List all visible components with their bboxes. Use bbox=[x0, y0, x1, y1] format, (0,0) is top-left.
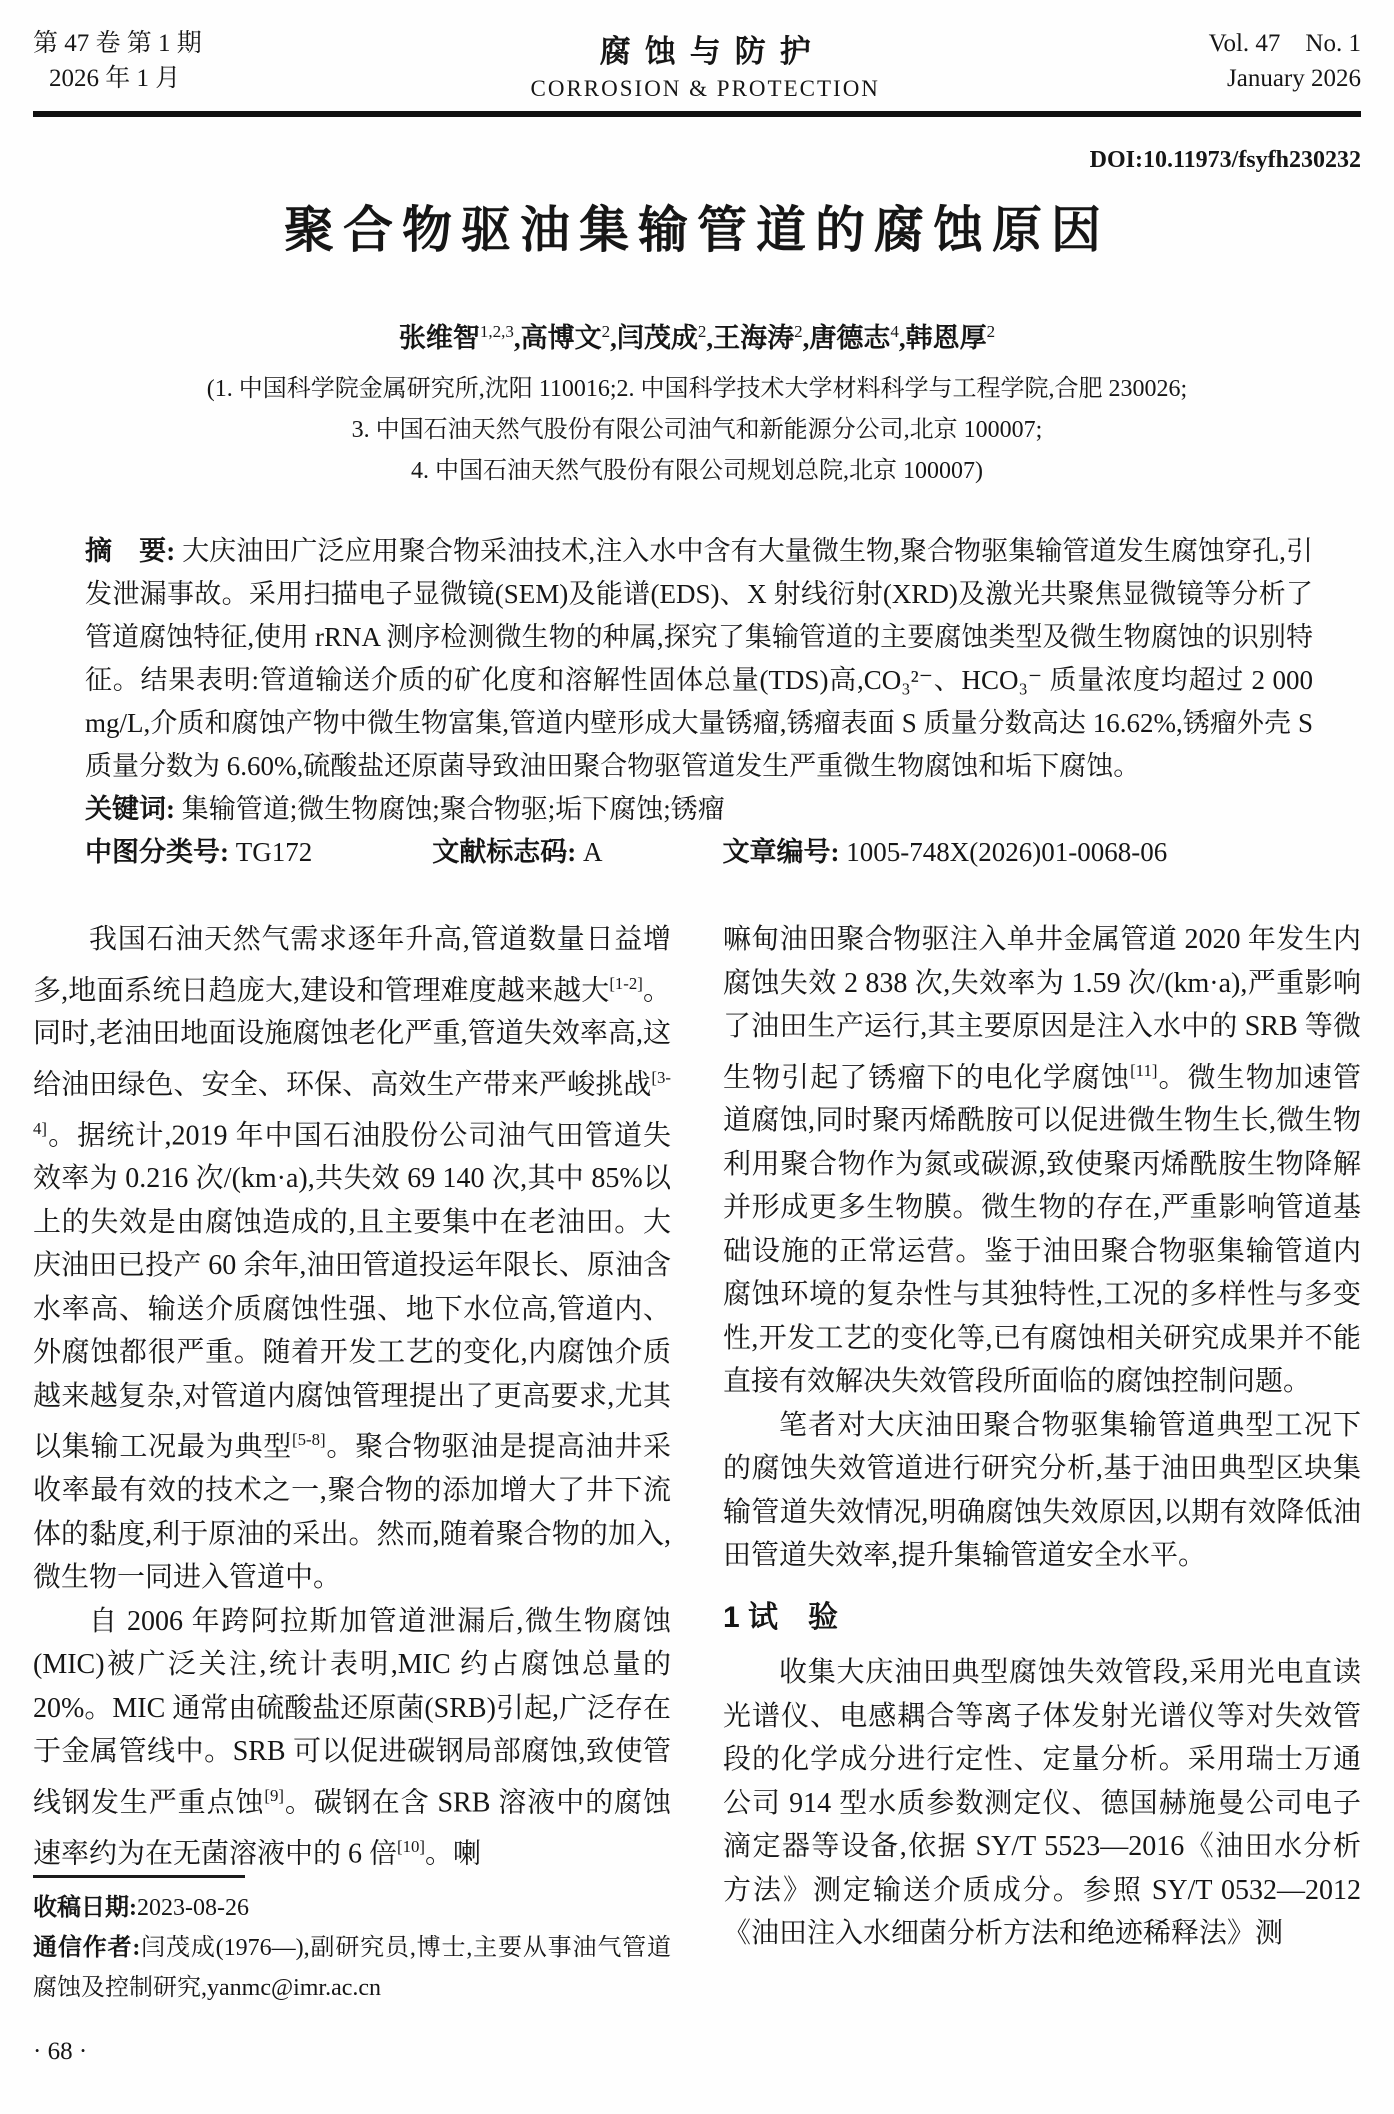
authors-line: 张维智$^{1,2,3}$,高博文$^2$,闫茂成$^2$,王海涛$^2$,唐德志$^4$,韩恩厚$^2$ bbox=[398, 322, 996, 353]
affiliation-line: 4. 中国石油天然气股份有限公司规划总院,北京 100007) bbox=[411, 458, 983, 484]
article-title: 聚合物驱油集输管道的腐蚀原因 bbox=[284, 202, 1110, 258]
corresponding-author-line bbox=[33, 1928, 671, 2008]
issue-info-en bbox=[1209, 26, 1361, 96]
volume-issue-cn: 第 47 卷 第 1 期 bbox=[33, 30, 202, 57]
paragraph: 自 2006 年跨阿拉斯加管道泄漏后,微生物腐蚀(MIC)被广泛关注,统计表明,MIC 约占腐蚀总量的 20%。MIC 通常由硫酸盐还原菌(SRB)引起,广泛存在于金属管线中。SRB 可以促进碳钢局部腐蚀,致使管线钢发生严重点蚀[9]。碳钢在含 SRB 溶液中的腐蚀速率约为在无菌溶液中的 6 倍[10]。喇 bbox=[33, 1605, 671, 1869]
paragraph: 笔者对大庆油田聚合物驱集输管道典型工况下的腐蚀失效管道进行研究分析,基于油田典型区块集输管道失效情况,明确腐蚀失效原因,以期有效降低油田管道失效率,提升集输管道安全水平。 bbox=[723, 1409, 1361, 1572]
affiliation-line: 3. 中国石油天然气股份有限公司油气和新能源分公司,北京 100007; bbox=[351, 417, 1043, 443]
received-date-line bbox=[33, 1888, 671, 1928]
header-rule bbox=[33, 111, 1361, 117]
abstract-block bbox=[85, 530, 1313, 874]
abstract-text: 大庆油田广泛应用聚合物采油技术,注入水中含有大量微生物,聚合物驱集输管道发生腐蚀穿孔,引发泄漏事故。采用扫描电子显微镜(SEM)及能谱(EDS)、X 射线衍射(XRD)及激光共聚焦显微镜等分析了管道腐蚀特征,使用 rRNA 测序检测微生物的种属,探究了集输管道的主要腐蚀类型及微生物腐蚀的识别特征。结果表明:管道输送介质的矿化度和溶解性固体总量(TDS)高,CO₃²⁻、HCO₃⁻ 质量浓度均超过 2 000 mg/L,介质和腐蚀产物中微生物富集,管道内壁形成大量锈瘤,锈瘤表面 S 质量分数高达 16.62%,锈瘤外壳 S 质量分数为 6.60%,硫酸盐还原菌导致油田聚合物驱管道发生严重微生物腐蚀和垢下腐蚀。 bbox=[85, 536, 1314, 781]
keywords-label: 关键词: bbox=[85, 794, 182, 824]
journal-title-block bbox=[202, 26, 1209, 102]
document-code bbox=[432, 831, 602, 874]
document-code-label: 文献标志码: bbox=[432, 837, 583, 867]
right-column bbox=[723, 918, 1361, 2050]
abstract-label: 摘 要: bbox=[85, 536, 183, 566]
left-column bbox=[33, 918, 671, 2066]
issue-date-cn: 2026 年 1 月 bbox=[49, 65, 181, 92]
journal-title-en: CORROSION & PROTECTION bbox=[530, 76, 880, 101]
affiliation-line: (1. 中国科学院金属研究所,沈阳 110016;2. 中国科学技术大学材料科学与工程学院,合肥 230026; bbox=[206, 376, 1188, 402]
paragraph: 我国石油天然气需求逐年升高,管道数量日益增多,地面系统日趋庞大,建设和管理难度越来越大[1-2]。同时,老油田地面设施腐蚀老化严重,管道失效率高,这给油田绿色、安全、环保、高效生产带来严峻挑战[3-4]。据统计,2019 年中国石油股份公司油气田管道失效率为 0.216 次/(km·a),共失效 69 140 次,其中 85%以上的失效是由腐蚀造成的,且主要集中在老油田。大庆油田已投产 60 余年,油田管道投运年限长、原油含水率高、输送介质腐蚀性强、地下水位高,管道内、外腐蚀都很严重。随着开发工艺的变化,内腐蚀介质越来越复杂,对管道内腐蚀管理提出了更高要求,尤其以集输工况最为典型[5-8]。聚合物驱油是提高油井采收率最有效的技术之一,聚合物的添加增大了井下流体的黏度,利于原油的采出。然而,随着聚合物的加入,微生物一同进入管道中。 bbox=[33, 924, 671, 1594]
article-number bbox=[723, 831, 1168, 874]
classification-line bbox=[85, 831, 1313, 874]
clc-label: 中图分类号: bbox=[85, 837, 236, 867]
abstract bbox=[85, 530, 1313, 788]
corresponding-author-value: 闫茂成(1976—),副研究员,博士,主要从事油气管道腐蚀及控制研究,yanmc@imr.ac.cn bbox=[33, 1935, 671, 2002]
body-columns bbox=[33, 918, 1361, 2066]
footnote bbox=[33, 1875, 671, 2008]
volume-issue-en: Vol. 47 No. 1 bbox=[1208, 30, 1361, 57]
doi: DOI:10.11973/fsyfh230232 bbox=[1089, 147, 1361, 173]
document-code-value: A bbox=[583, 837, 603, 867]
received-date-label: 收稿日期: bbox=[33, 1895, 137, 1922]
affiliations bbox=[33, 369, 1361, 492]
footnote-rule bbox=[33, 1875, 245, 1878]
article-number-label: 文章编号: bbox=[722, 837, 847, 867]
paragraph: 嘛甸油田聚合物驱注入单井金属管道 2020 年发生内腐蚀失效 2 838 次,失效率为 1.59 次/(km·a),严重影响了油田生产运行,其主要原因是注入水中的 SRB 等微生物引起了锈瘤下的电化学腐蚀[11]。微生物加速管道腐蚀,同时聚丙烯酰胺可以促进微生物生长,微生物利用聚合物作为氮或碳源,致使聚丙烯酰胺生物降解并形成更多生物膜。微生物的存在,严重影响管道基础设施的正常运营。鉴于油田聚合物驱集输管道内腐蚀环境的复杂性与其独特性,工况的多样性与多变性,开发工艺的变化等,已有腐蚀相关研究成果并不能直接有效解决失效管段所面临的腐蚀控制问题。 bbox=[723, 924, 1361, 1398]
section-heading-experiment: 1 试 验 bbox=[723, 1600, 839, 1634]
received-date-value: 2023-08-26 bbox=[137, 1895, 249, 1922]
keywords-text: 集输管道;微生物腐蚀;聚合物驱;垢下腐蚀;锈瘤 bbox=[181, 794, 725, 824]
clc-number bbox=[85, 831, 312, 874]
issue-info-cn bbox=[33, 26, 202, 96]
paragraph: 收集大庆油田典型腐蚀失效管段,采用光电直读光谱仪、电感耦合等离子体发射光谱仪等对失效管段的化学成分进行定性、定量分析。采用瑞士万通公司 914 型水质参数测定仪、德国赫施曼公司电子滴定器等设备,依据 SY/T 5523—2016《油田水分析方法》测定输送介质成分。参照 SY/T 0532—2012《油田注入水细菌分析方法和绝迹稀释法》测 bbox=[723, 1657, 1361, 1950]
clc-value: TG172 bbox=[235, 837, 313, 867]
issue-date-en: January 2026 bbox=[1227, 65, 1361, 92]
article-number-value: 1005-748X(2026)01-0068-06 bbox=[846, 837, 1168, 867]
journal-header bbox=[33, 26, 1361, 102]
corresponding-author-label: 通信作者: bbox=[33, 1935, 141, 1962]
keywords-line bbox=[85, 788, 1313, 831]
journal-title-cn: 腐蚀与防护 bbox=[599, 34, 825, 69]
page-number: · 68 · bbox=[33, 2038, 88, 2066]
